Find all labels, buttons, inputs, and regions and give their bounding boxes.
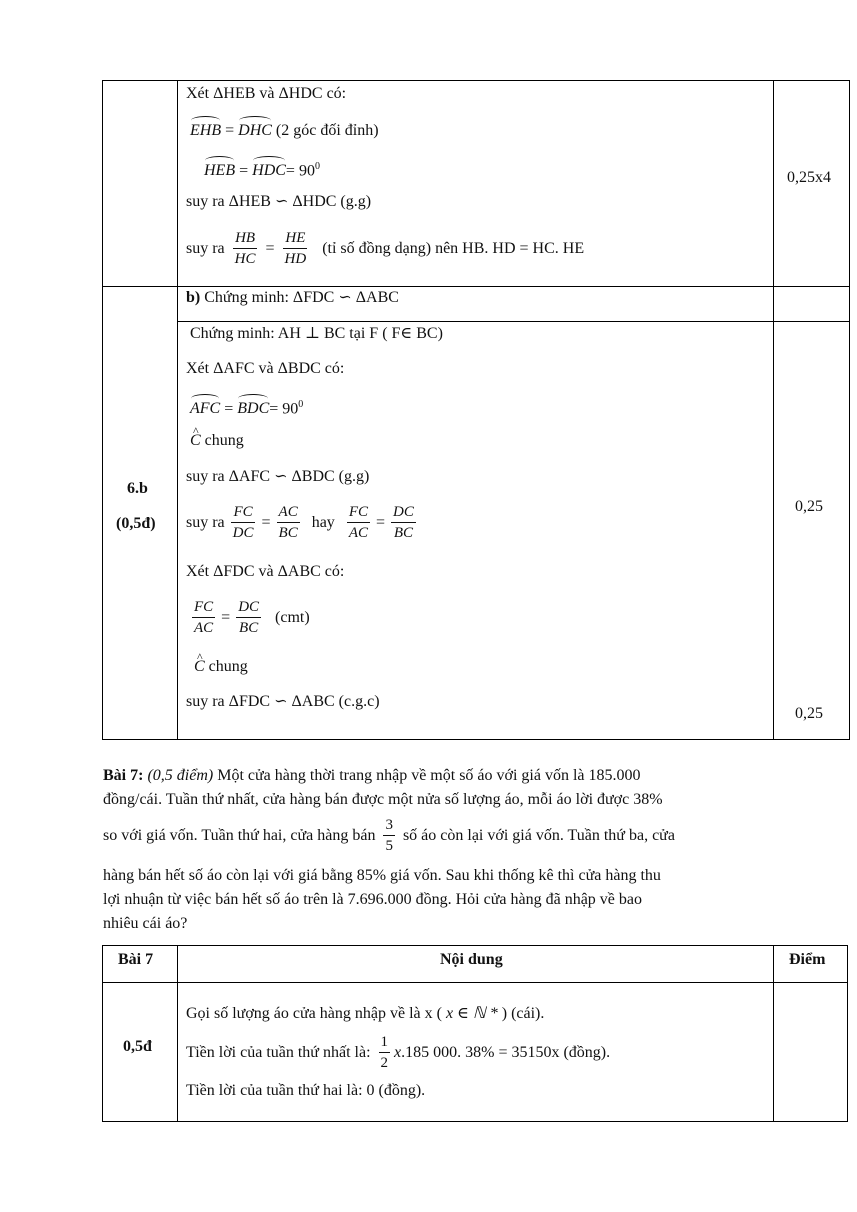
part-a-line3: HEB = $HDC= 90^0$ bbox=[204, 161, 320, 180]
frac-den: HD bbox=[284, 251, 307, 267]
table2-col-divider-2 bbox=[773, 945, 774, 1122]
frac-den: BC bbox=[393, 525, 414, 541]
fraction-fc-dc bbox=[231, 502, 256, 543]
suy-ra-label: suy ra bbox=[186, 513, 225, 531]
frac-num: DC bbox=[236, 597, 261, 618]
problem7-line1 bbox=[103, 765, 783, 787]
part-b-l5: suy ra ΔAFC ∽ ΔBDC (g.g) bbox=[186, 468, 370, 485]
table1-subrow-divider bbox=[177, 321, 850, 322]
frac-num: HB bbox=[233, 228, 257, 249]
frac-num: FC bbox=[347, 502, 370, 523]
common-label: chung bbox=[208, 658, 248, 675]
frac-num: FC bbox=[192, 597, 215, 618]
right-angle-value: = 90 bbox=[285, 162, 315, 180]
fraction-1-2 bbox=[379, 1032, 391, 1073]
table2-header-divider bbox=[102, 982, 848, 983]
equals-sign: = bbox=[375, 513, 386, 531]
angle-afc: AFC bbox=[190, 400, 221, 418]
part-a-line2: EHB = DHC (2 góc đối đỉnh) bbox=[190, 122, 379, 139]
part-b-l2: Xét ΔAFC và ΔBDC có: bbox=[186, 360, 345, 377]
r1-math: x ∈ ℕ * bbox=[445, 1005, 498, 1022]
table1-col-divider-1 bbox=[177, 80, 178, 740]
table1-col-divider-2 bbox=[773, 80, 774, 740]
problem7-line5: lợi nhuận từ việc bán hết số áo trên là 7.696.000 đồng. Hỏi cửa hàng đã nhập về bao bbox=[103, 891, 642, 908]
fraction-he-hd bbox=[283, 228, 309, 269]
angle-bdc: BDC bbox=[237, 400, 270, 418]
frac-den: BC bbox=[239, 620, 259, 636]
angle-c: ^ C bbox=[194, 657, 205, 677]
vertical-angles-note: (2 góc đối đỉnh) bbox=[275, 122, 379, 139]
suy-ra-label: suy ra bbox=[186, 239, 225, 257]
frac-num: HE bbox=[283, 228, 307, 249]
r1-text: Gọi số lượng áo cửa hàng nhập về là x ( bbox=[186, 1005, 442, 1022]
part-a-line4: suy ra ΔHEB ∽ ΔHDC (g.g) bbox=[186, 193, 372, 210]
r2-text: Tiền lời của tuần thứ nhất là: bbox=[186, 1043, 371, 1061]
part-b-title-bold: b) bbox=[186, 289, 201, 306]
hay-label: hay bbox=[311, 513, 335, 531]
common-label: chung bbox=[204, 432, 244, 449]
equals-sign: = bbox=[221, 608, 231, 626]
part-b-l4 bbox=[190, 431, 244, 451]
table1-border-left bbox=[102, 80, 103, 740]
frac-den: 5 bbox=[385, 838, 393, 854]
frac-num: 1 bbox=[379, 1032, 391, 1053]
table2-header-score: Điểm bbox=[789, 951, 826, 968]
problem7-line3 bbox=[103, 815, 675, 856]
part-b-l10: suy ra ΔFDC ∽ ΔABC (c.g.c) bbox=[186, 693, 380, 710]
frac-num: AC bbox=[277, 502, 300, 523]
angle-hdc: HDC bbox=[252, 162, 286, 180]
cmt-label: (cmt) bbox=[275, 608, 310, 626]
angle-c: ^ C bbox=[190, 431, 201, 451]
table2-r3: Tiền lời của tuần thứ hai là: 0 (đồng). bbox=[186, 1082, 426, 1099]
part-b-title-rest: Chứng minh: ΔFDC ∽ ΔABC bbox=[204, 289, 399, 306]
part-b-l6 bbox=[186, 502, 418, 543]
fraction-3-5 bbox=[383, 815, 395, 856]
table1-border-top bbox=[102, 80, 850, 81]
table2-r1 bbox=[186, 1004, 544, 1024]
part-b-l9 bbox=[194, 657, 248, 677]
part-b-l1: Chứng minh: AH ⊥ BC tại F ( F∈ BC) bbox=[190, 325, 443, 342]
fraction-fc-ac bbox=[192, 597, 215, 638]
r2-text: .185 000. 38% = 35150x (đồng). bbox=[401, 1043, 611, 1061]
fraction-ac-bc bbox=[277, 502, 300, 543]
table2-col-divider-1 bbox=[177, 945, 178, 1122]
table2-header-content: Nội dung bbox=[440, 951, 503, 968]
part-b-l8 bbox=[190, 597, 310, 638]
part-b-l3: AFC = $BDC= 90^0$ bbox=[190, 399, 304, 418]
frac-num: FC bbox=[231, 502, 254, 523]
part-a-line5 bbox=[186, 228, 584, 269]
angle-heb: HEB bbox=[204, 162, 236, 180]
fraction-hb-hc bbox=[233, 228, 258, 269]
problem7-line4: hàng bán hết số áo còn lại với giá bằng 85% giá vốn. Sau khi thống kê thì cửa hàng thu bbox=[103, 867, 661, 884]
frac-num: DC bbox=[391, 502, 416, 523]
degree-sup: 0 bbox=[298, 399, 304, 410]
table1-border-bottom bbox=[102, 739, 850, 740]
equals-sign: = bbox=[261, 513, 271, 531]
problem7-text: Một cửa hàng thời trang nhập về một số áo với giá vốn là 185.000 bbox=[217, 767, 641, 784]
degree-sup: 0 bbox=[314, 161, 320, 172]
part-a-score: 0,25x4 bbox=[787, 169, 831, 186]
fraction-dc-bc bbox=[391, 502, 416, 543]
equals-sign: = bbox=[265, 239, 275, 257]
frac-num: 3 bbox=[383, 815, 395, 836]
table2-border-right bbox=[847, 945, 848, 1122]
part-b-score2: 0,25 bbox=[795, 705, 823, 722]
problem7-text: số áo còn lại với giá vốn. Tuần thứ ba, cửa bbox=[402, 826, 675, 844]
problem7-line2: đồng/cái. Tuần thứ nhất, cửa hàng bán được một nửa số lượng áo, mỗi áo lời được 38% bbox=[103, 791, 663, 808]
problem7-line6: nhiêu cái áo? bbox=[103, 915, 188, 932]
angle-dhc: DHC bbox=[238, 122, 272, 139]
problem7-text: so với giá vốn. Tuần thứ hai, cửa hàng bán bbox=[103, 826, 376, 844]
r2-var: x bbox=[394, 1043, 402, 1061]
part-a-line1: Xét ΔHEB và ΔHDC có: bbox=[186, 85, 347, 102]
angle-ehb: EHB bbox=[190, 122, 222, 139]
frac-den: HC bbox=[234, 251, 256, 267]
frac-den: AC bbox=[348, 525, 368, 541]
part-b-title bbox=[186, 288, 399, 308]
similarity-conclusion: (tỉ số đồng dạng) nên HB. HD = HC. HE bbox=[322, 239, 585, 257]
part-b-score1: 0,25 bbox=[795, 498, 823, 515]
table2-border-left bbox=[102, 945, 103, 1122]
problem7-label: Bài 7: bbox=[103, 767, 144, 784]
frac-den: BC bbox=[278, 525, 298, 541]
table2-border-bottom bbox=[102, 1121, 848, 1122]
fraction-fc-ac bbox=[347, 502, 370, 543]
frac-den: AC bbox=[194, 620, 214, 636]
frac-den: DC bbox=[232, 525, 254, 541]
problem7-points: (0,5 điểm) bbox=[147, 767, 214, 784]
part-b-l7: Xét ΔFDC và ΔABC có: bbox=[186, 563, 345, 580]
table2-header-bai: Bài 7 bbox=[118, 951, 154, 968]
right-angle-value: = 90 bbox=[269, 400, 299, 418]
table1-row-divider bbox=[102, 286, 850, 287]
table2-border-top bbox=[102, 945, 848, 946]
r1-text: ) (cái). bbox=[501, 1005, 545, 1022]
frac-den: 2 bbox=[380, 1055, 389, 1071]
table1-border-right bbox=[849, 80, 850, 740]
part-b-label: 6.b bbox=[127, 480, 148, 497]
table2-row-label: 0,5đ bbox=[123, 1038, 152, 1055]
part-b-points: (0,5đ) bbox=[116, 515, 156, 532]
fraction-dc-bc bbox=[236, 597, 261, 638]
table2-r2 bbox=[186, 1032, 610, 1073]
